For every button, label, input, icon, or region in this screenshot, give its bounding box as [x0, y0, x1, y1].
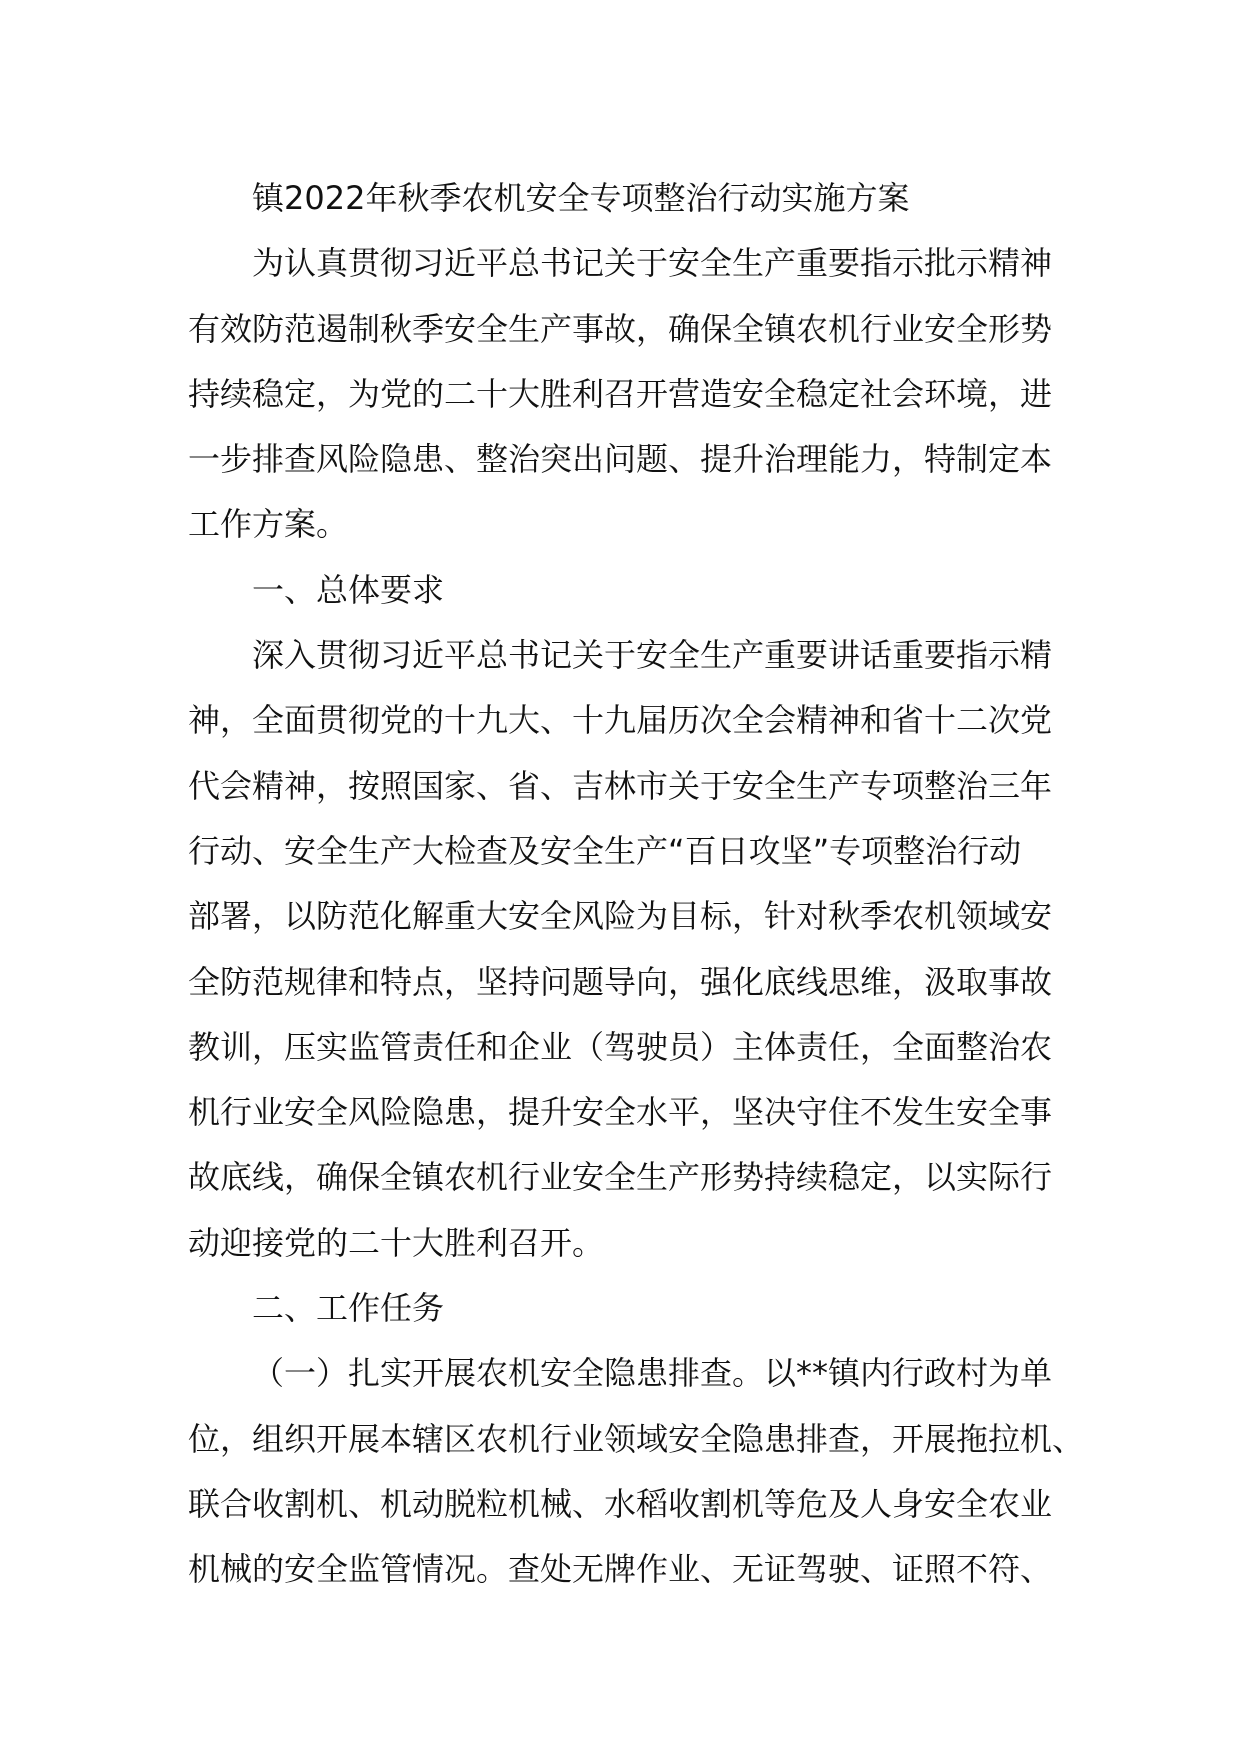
paragraph-line: 教训，压实监管责任和企业（驾驶员）主体责任，全面整治农 — [188, 1027, 1053, 1066]
paragraph-line: 全防范规律和特点，坚持问题导向，强化底线思维，汲取事故 — [188, 962, 1053, 1001]
paragraph-line: 行动、安全生产大检查及安全生产“百日攻坚”专项整治行动 — [188, 831, 1022, 870]
paragraph-line: 为认真贯彻习近平总书记关于安全生产重要指示批示精神 — [252, 244, 1053, 283]
paragraph-line: 有效防范遏制秋季安全生产事故，确保全镇农机行业安全形势 — [188, 309, 1053, 348]
paragraph-line: 联合收割机、机动脱粒机械、水稻收割机等危及人身安全农业 — [188, 1484, 1053, 1523]
paragraph-line: 代会精神，按照国家、省、吉林市关于安全生产专项整治三年 — [188, 766, 1053, 805]
section-heading: 一、总体要求 — [252, 570, 445, 609]
paragraph-line: 深入贯彻习近平总书记关于安全生产重要讲话重要指示精 — [252, 636, 1053, 675]
document-title: 镇2022年秋季农机安全专项整治行动实施方案 — [252, 179, 910, 217]
paragraph-line: 动迎接党的二十大胜利召开。 — [188, 1223, 605, 1262]
paragraph-line: 工作方案。 — [188, 505, 349, 544]
paragraph-line: 一步排查风险隐患、整治突出问题、提升治理能力，特制定本 — [188, 440, 1053, 479]
paragraph-line: （一）扎实开展农机安全隐患排查。以**镇内行政村为单 — [252, 1354, 1053, 1393]
paragraph-line: 持续稳定，为党的二十大胜利召开营造安全稳定社会环境，进 — [188, 374, 1053, 413]
paragraph-line: 位，组织开展本辖区农机行业领域安全隐患排查，开展拖拉机、 — [188, 1419, 1085, 1458]
paragraph-line: 神，全面贯彻党的十九大、十九届历次全会精神和省十二次党 — [188, 701, 1053, 740]
paragraph-line: 故底线，确保全镇农机行业安全生产形势持续稳定，以实际行 — [188, 1158, 1053, 1197]
paragraph-line: 部署，以防范化解重大安全风险为目标，针对秋季农机领域安 — [188, 897, 1053, 936]
document-body — [188, 166, 1085, 1603]
section-heading: 二、工作任务 — [252, 1289, 445, 1328]
paragraph-line: 机械的安全监管情况。查处无牌作业、无证驾驶、证照不符、 — [188, 1550, 1053, 1589]
paragraph-line: 机行业安全风险隐患，提升安全水平，坚决守住不发生安全事 — [188, 1093, 1053, 1132]
